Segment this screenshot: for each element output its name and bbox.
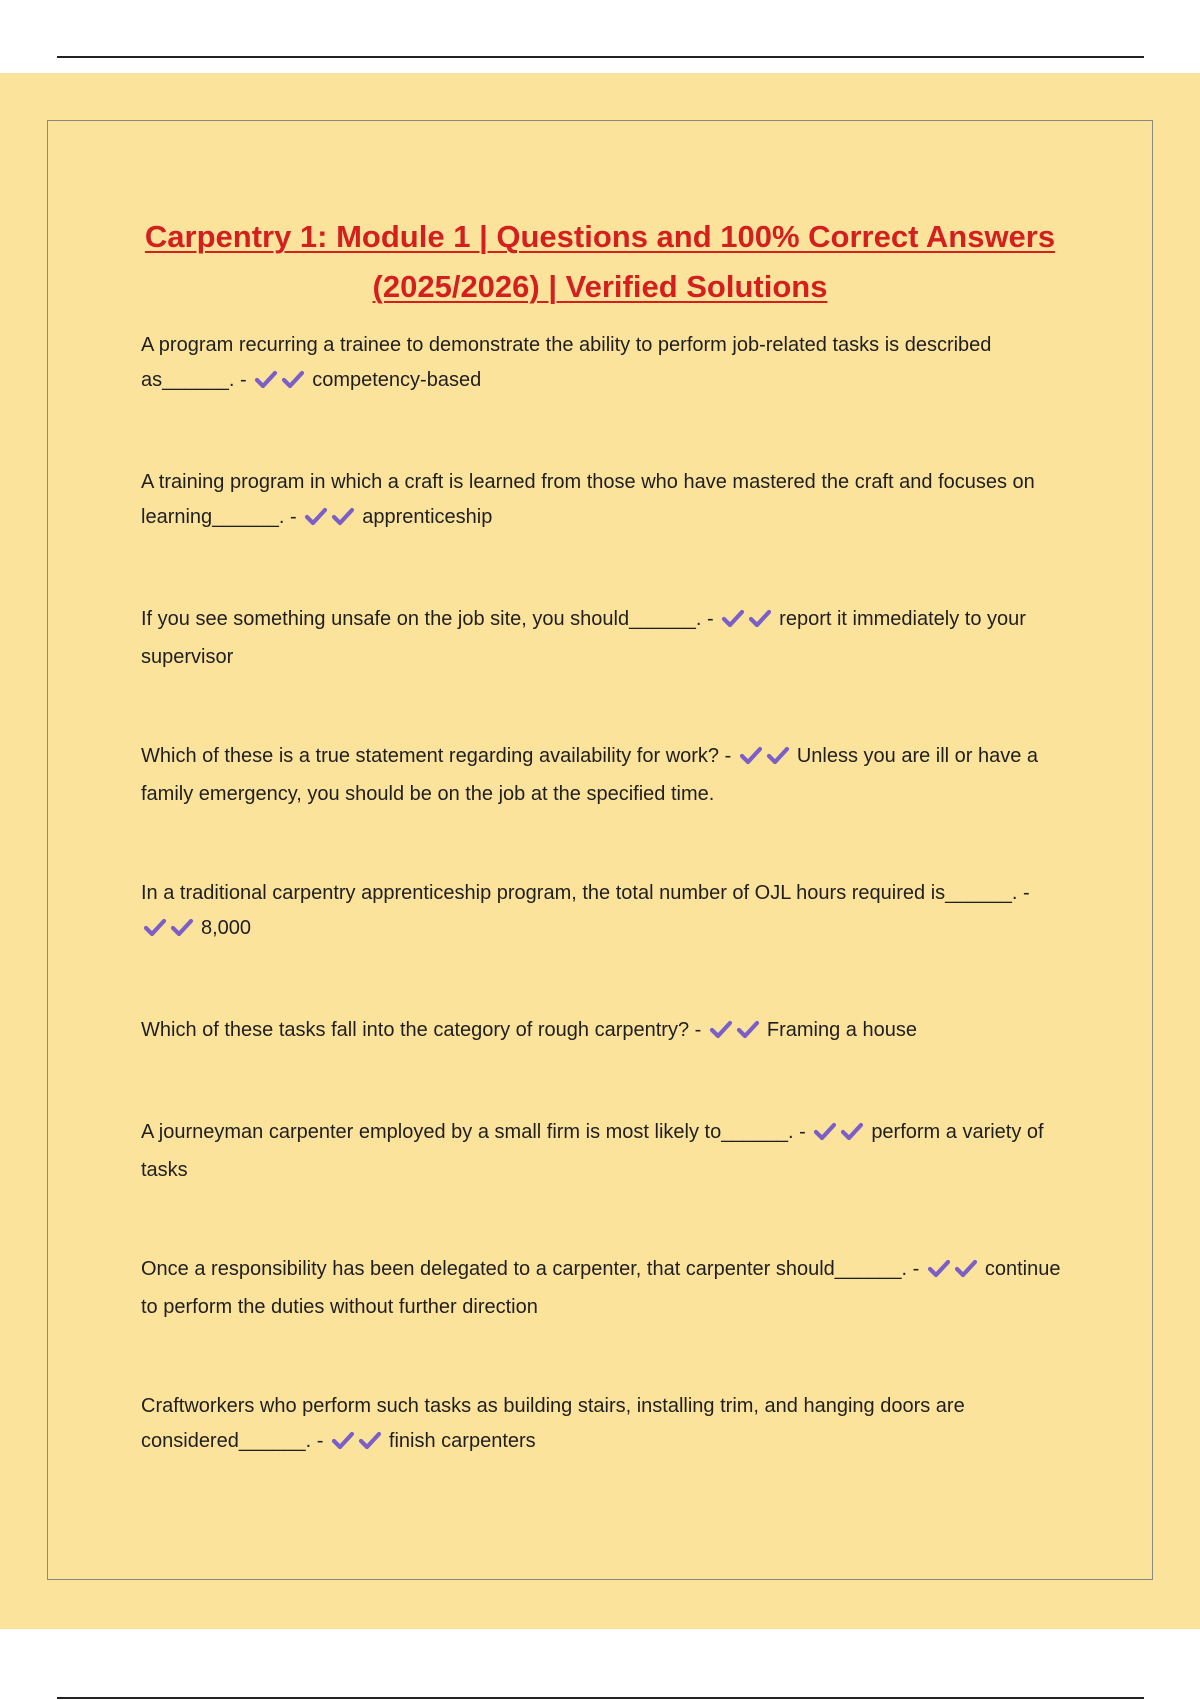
checkmark-icon (709, 1019, 736, 1039)
checkmark-icon (766, 745, 793, 765)
answer-text: Unless you are ill or have a family emergency, you should be on the job at the specified time. (141, 745, 1039, 805)
double-checkmark-icon (709, 1016, 763, 1051)
checkmark-icon (281, 369, 308, 389)
double-checkmark-icon (143, 914, 197, 949)
checkmark-icon (170, 917, 197, 937)
answer-text: Framing a house (766, 1019, 917, 1041)
checkmark-icon (143, 917, 170, 937)
answer-separator: - (1017, 882, 1030, 904)
answer-text: 8,000 (201, 917, 252, 939)
answer-separator: - (311, 1430, 329, 1452)
qa-item (141, 1389, 1071, 1462)
answer-separator: - (907, 1258, 925, 1280)
question-text: Which of these tasks fall into the category of rough carpentry? (141, 1019, 690, 1041)
checkmark-icon (739, 745, 766, 765)
answer-text: report it immediately to your supervisor (141, 608, 1026, 668)
question-text: Which of these is a true statement regarding availability for work? (141, 745, 720, 767)
checkmark-icon (748, 608, 775, 628)
answer-separator: - (719, 745, 737, 767)
checkmark-icon (331, 506, 358, 526)
qa-item (141, 465, 1071, 538)
bottom-rule (57, 1697, 1144, 1699)
answer-text: finish carpenters (388, 1430, 536, 1452)
qa-item (141, 1013, 1071, 1051)
answer-text: perform a variety of tasks (141, 1121, 1044, 1181)
answer-separator: - (701, 608, 720, 630)
qa-list (141, 328, 1071, 1462)
checkmark-icon (736, 1019, 763, 1039)
checkmark-icon (721, 608, 748, 628)
answer-text: continue to perform the duties without further direction (141, 1258, 1061, 1318)
title-line-1: Carpentry 1: Module 1 | Questions and 100% Correct Answers (144, 219, 1056, 254)
double-checkmark-icon (254, 366, 308, 401)
question-text: In a traditional carpentry apprenticeship program, the total number of OJL hours required is______. (141, 882, 1018, 904)
qa-item (141, 1252, 1071, 1325)
checkmark-icon (254, 369, 281, 389)
checkmark-icon (304, 506, 331, 526)
answer-separator: - (234, 369, 253, 391)
double-checkmark-icon (721, 605, 775, 640)
question-text: A training program in which a craft is learned from those who have mastered the craft and focuses on learning______. (141, 471, 1035, 528)
question-text: If you see something unsafe on the job site, you should______. (141, 608, 702, 630)
question-text: A journeyman carpenter employed by a small firm is most likely to______. (141, 1121, 794, 1143)
qa-item (141, 1115, 1071, 1188)
answer-text: competency-based (312, 369, 482, 391)
qa-item (141, 739, 1071, 812)
double-checkmark-icon (927, 1255, 981, 1290)
checkmark-icon (927, 1258, 954, 1278)
checkmark-icon (813, 1121, 840, 1141)
checkmark-icon (358, 1430, 385, 1450)
answer-separator: - (284, 506, 303, 528)
document-title (120, 212, 1080, 312)
checkmark-icon (840, 1121, 867, 1141)
double-checkmark-icon (304, 503, 358, 538)
checkmark-icon (954, 1258, 981, 1278)
double-checkmark-icon (813, 1118, 867, 1153)
double-checkmark-icon (739, 742, 793, 777)
answer-separator: - (793, 1121, 812, 1143)
question-text: Craftworkers who perform such tasks as building stairs, installing trim, and hanging doors are considered______. (141, 1395, 965, 1452)
title-line-2: (2025/2026) | Verified Solutions (372, 269, 828, 304)
qa-item (141, 876, 1071, 949)
question-text: Once a responsibility has been delegated to a carpenter, that carpenter should______. (141, 1258, 908, 1280)
answer-text: apprenticeship (362, 506, 493, 528)
qa-item (141, 328, 1071, 401)
checkmark-icon (331, 1430, 358, 1450)
qa-item (141, 602, 1071, 675)
question-text: A program recurring a trainee to demonstrate the ability to perform job-related tasks is described as______. (141, 334, 992, 391)
answer-separator: - (689, 1019, 707, 1041)
double-checkmark-icon (331, 1427, 385, 1462)
top-rule (57, 56, 1144, 58)
